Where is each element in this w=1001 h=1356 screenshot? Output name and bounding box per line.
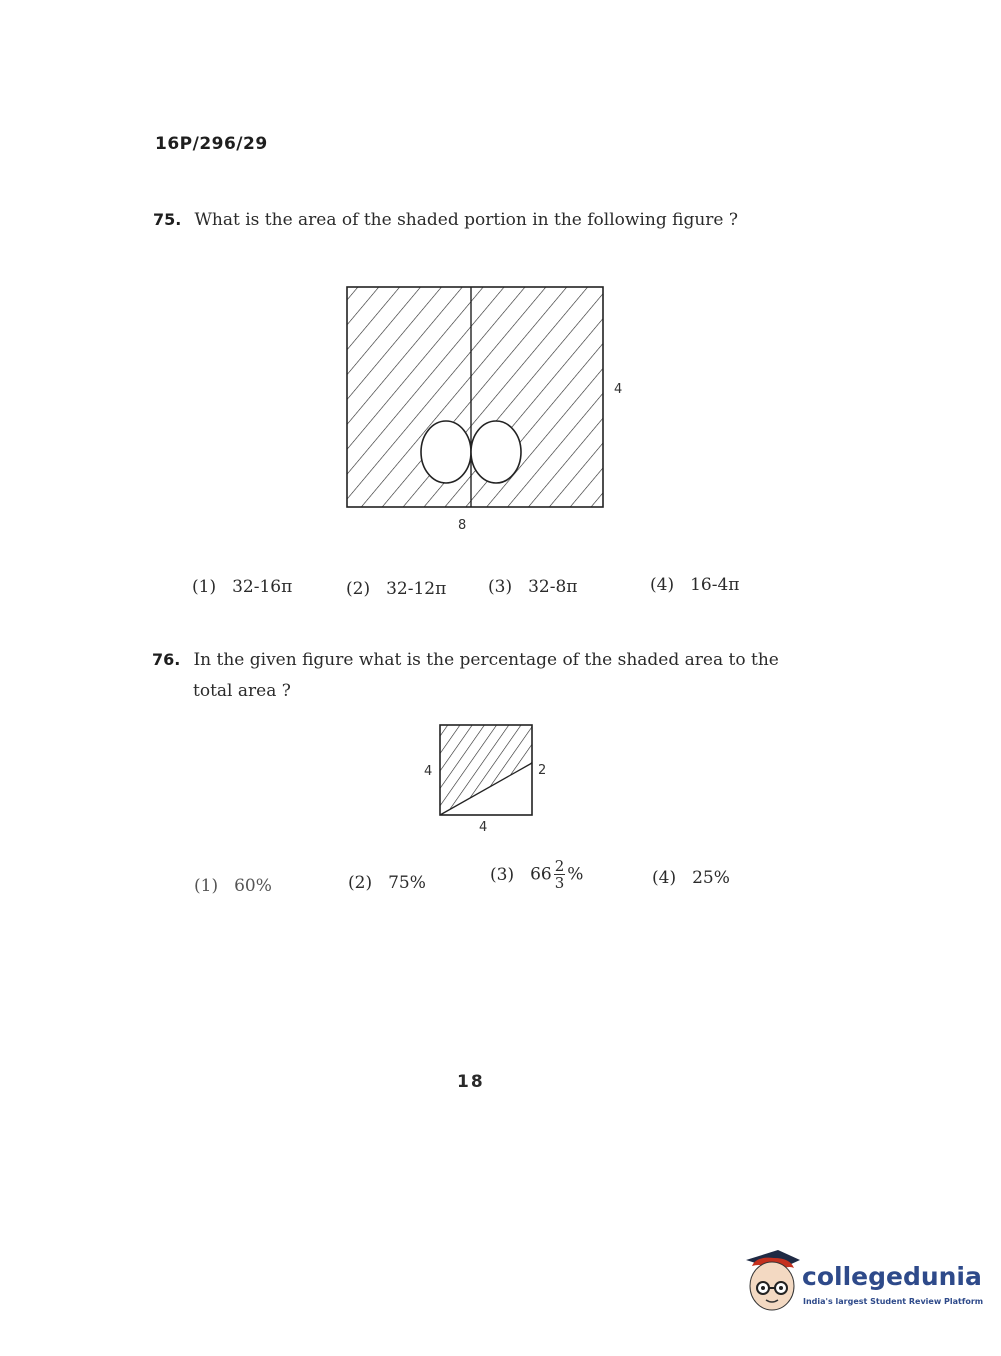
shaded-triangle-area [440, 725, 532, 815]
option-number: (3) [488, 577, 513, 597]
fraction-denominator: 3 [554, 874, 565, 892]
circle-left [421, 421, 471, 483]
q75-option-3[interactable] [488, 577, 577, 597]
option-value: 60% [234, 876, 272, 896]
option-value: 75% [388, 873, 426, 893]
label-width: 8 [458, 518, 467, 533]
option-number: (4) [652, 868, 677, 888]
q76-option-1[interactable] [194, 876, 272, 896]
option-value: 16-4π [690, 575, 740, 595]
label-bottom: 4 [479, 820, 488, 835]
circle-right [471, 421, 521, 483]
question-text-line-2: total area ? [193, 681, 291, 701]
option-number: (1) [192, 577, 217, 597]
option-number: (1) [194, 876, 219, 896]
option-number: (2) [346, 579, 371, 599]
question-75 [153, 210, 738, 230]
option-number: (3) [490, 864, 515, 885]
q75-figure [330, 270, 650, 550]
brand-name[interactable]: collegedunia [802, 1262, 982, 1291]
option-number: (4) [650, 575, 675, 595]
option-value: 25% [692, 868, 730, 888]
brand-tagline: India's largest Student Review Platform [803, 1297, 984, 1306]
fraction-numerator: 2 [554, 857, 565, 875]
page-number: 18 [457, 1072, 485, 1092]
q76-option-4[interactable] [652, 868, 730, 888]
q75-option-4[interactable] [650, 575, 739, 595]
q75-option-2[interactable] [346, 579, 446, 599]
option-value: 32-12π [386, 579, 447, 599]
option-whole: 66 [530, 864, 552, 885]
question-76 [152, 650, 779, 670]
q76-figure [430, 715, 545, 825]
mascot-face-icon [738, 1246, 802, 1318]
label-left: 4 [424, 764, 433, 779]
question-number: 75. [153, 210, 182, 229]
option-fraction [554, 858, 566, 891]
option-suffix: % [567, 864, 584, 885]
label-right: 2 [538, 763, 547, 778]
option-value: 32-16π [232, 577, 293, 597]
question-text: What is the area of the shaded portion in the following figure ? [194, 210, 738, 230]
q76-option-2[interactable] [348, 873, 426, 893]
label-height: 4 [614, 382, 623, 397]
option-value: 32-8π [528, 577, 578, 597]
page-code: 16P/296/29 [155, 134, 268, 154]
q76-option-3[interactable] [490, 858, 583, 891]
option-number: (2) [348, 873, 373, 893]
q75-option-1[interactable] [192, 577, 292, 597]
question-text-line-1: In the given figure what is the percentage of the shaded area to the [193, 650, 779, 670]
shaded-rectangle [347, 287, 603, 507]
question-number: 76. [152, 650, 181, 669]
